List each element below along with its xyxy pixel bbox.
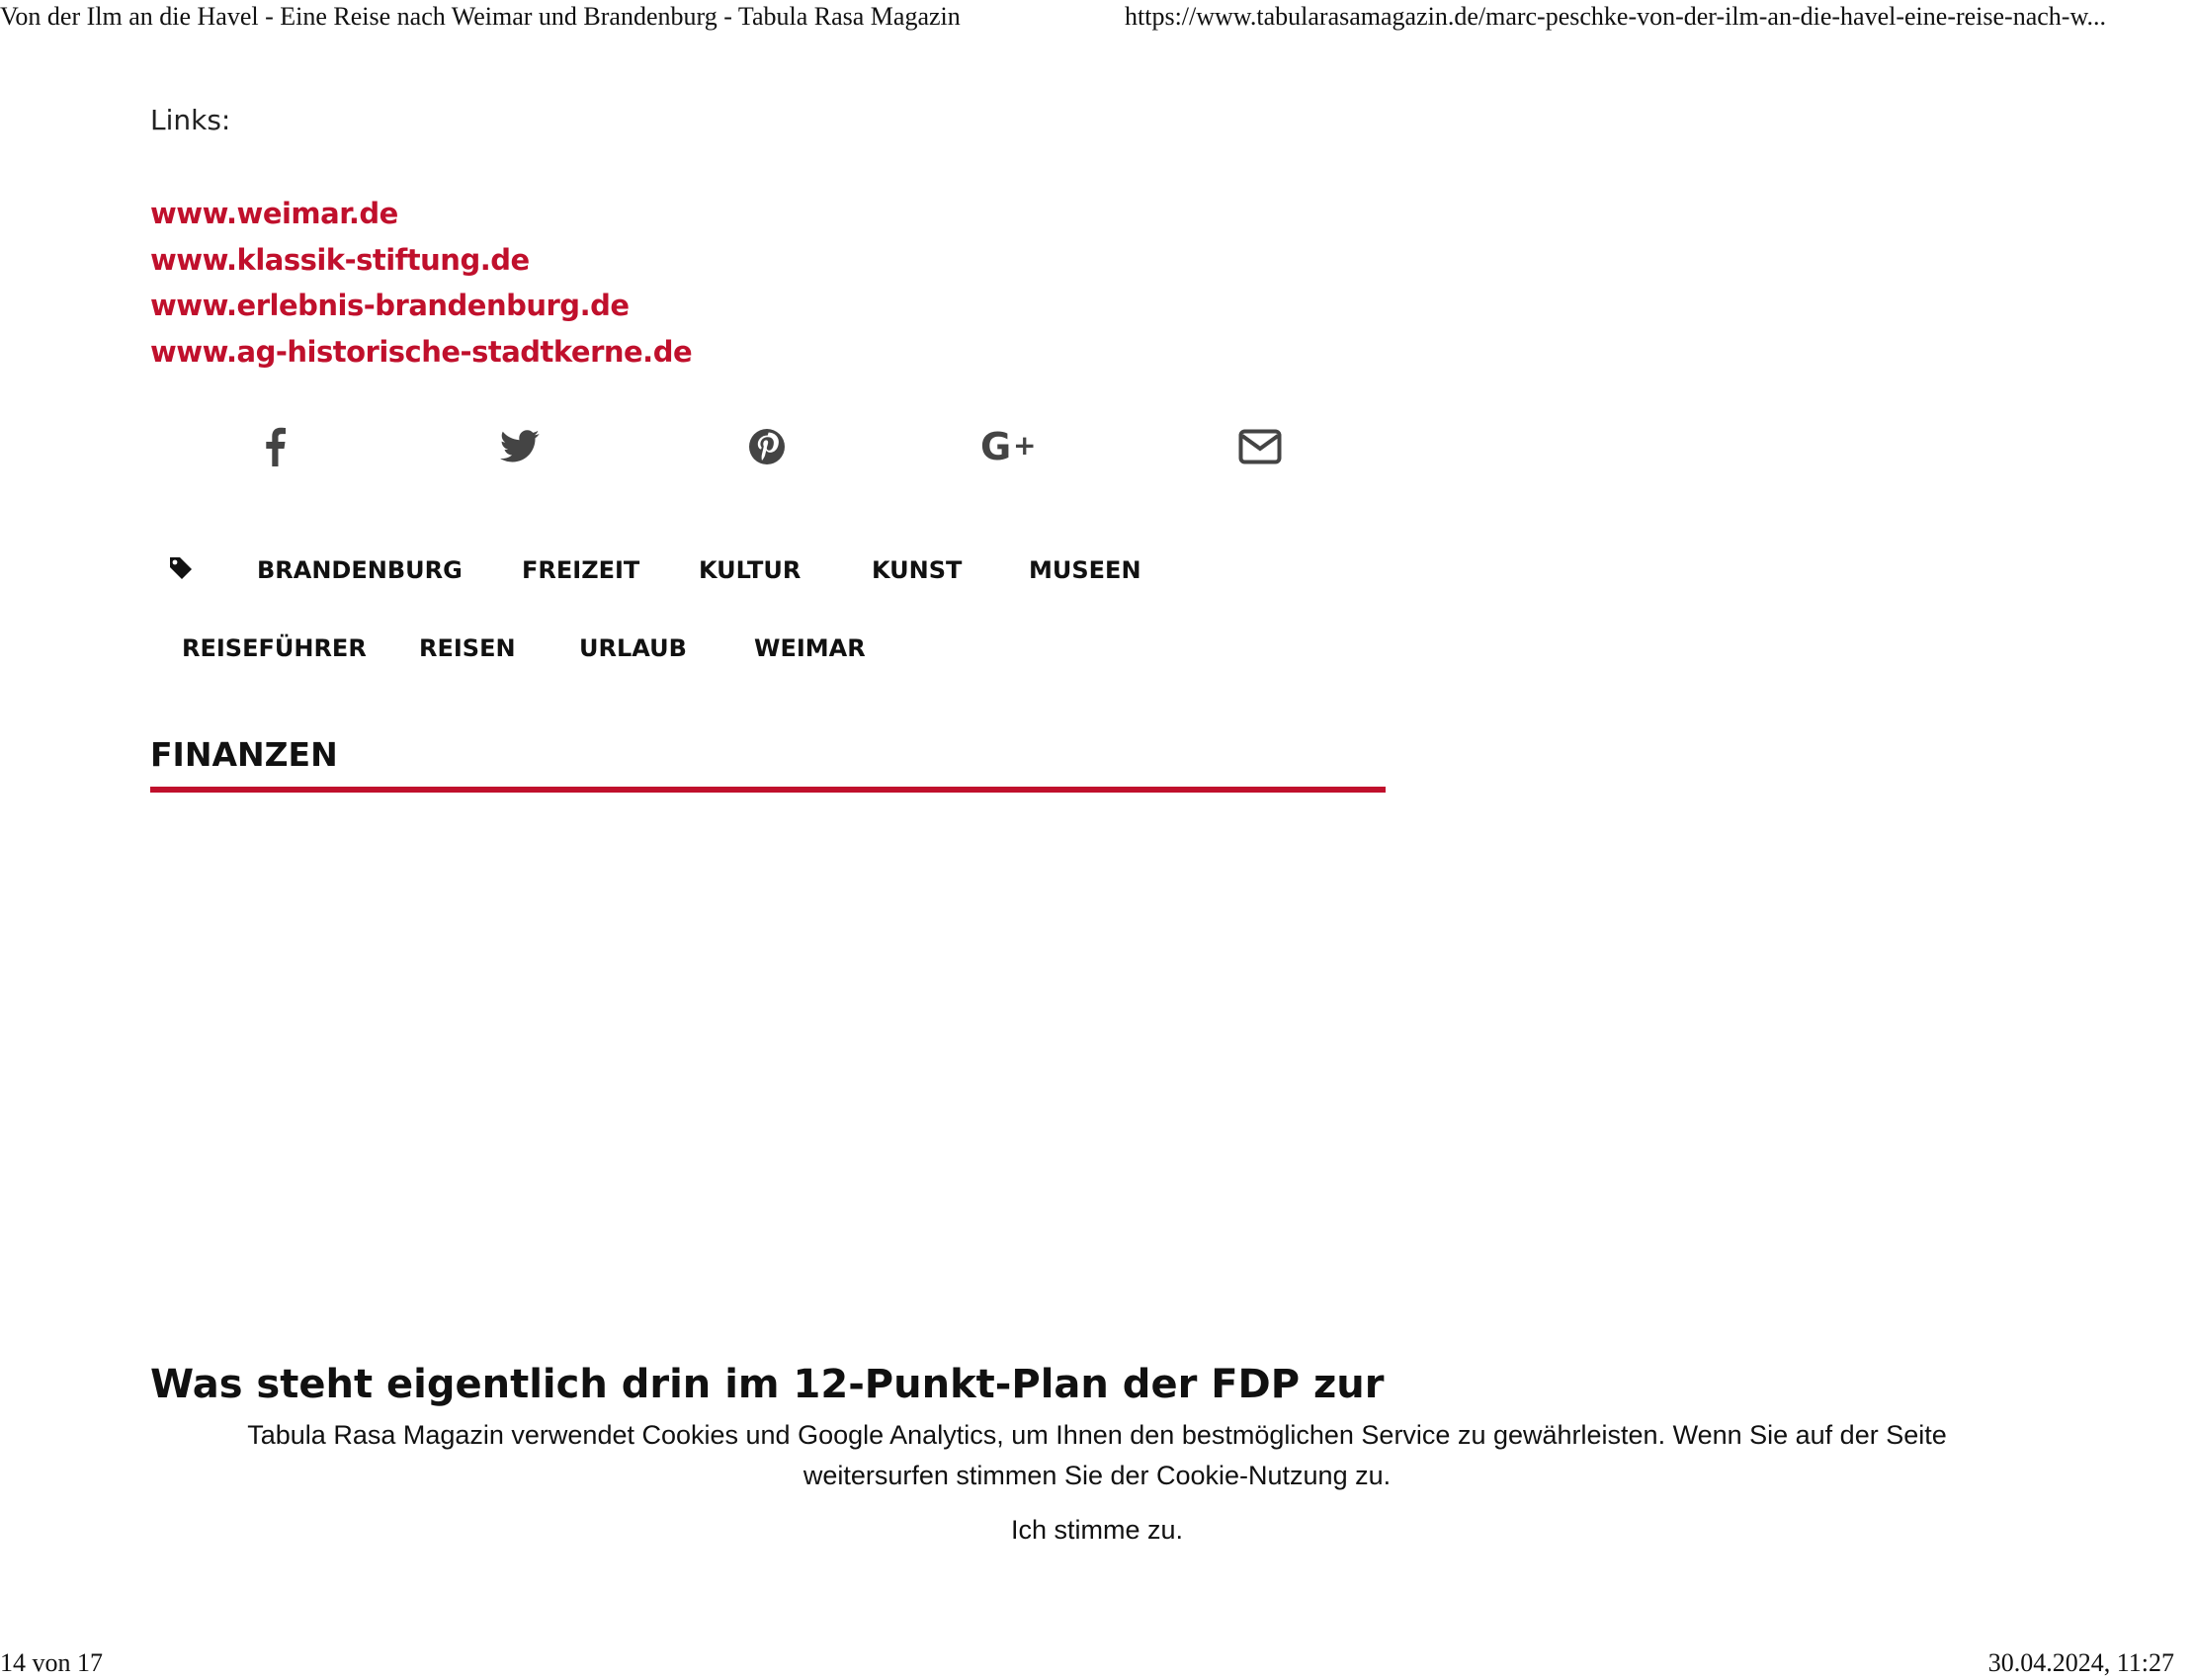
link-weimar[interactable]: www.weimar.de bbox=[150, 197, 398, 230]
tag-freizeit[interactable]: FREIZEIT bbox=[522, 556, 640, 584]
list-item bbox=[150, 191, 692, 237]
print-header-url: https://www.tabularasamagazin.de/marc-peschke-von-der-ilm-an-die-havel-eine-reise-nach-w... bbox=[1125, 2, 2107, 31]
svg-text:+: + bbox=[1013, 429, 1037, 462]
tag-kunst[interactable]: KUNST bbox=[872, 556, 963, 584]
facebook-share-button[interactable] bbox=[249, 421, 300, 472]
print-footer-page: 14 von 17 bbox=[0, 1648, 103, 1677]
twitter-icon bbox=[500, 430, 540, 463]
pinterest-icon bbox=[748, 428, 786, 465]
print-header-title: Von der Ilm an die Havel - Eine Reise nach Weimar und Brandenburg - Tabula Rasa Magazin bbox=[0, 2, 961, 31]
tag-reisen[interactable]: REISEN bbox=[419, 634, 516, 662]
article-teaser bbox=[150, 1356, 1386, 1407]
google-plus-share-button[interactable] bbox=[980, 421, 1037, 472]
tag-museen[interactable]: MUSEEN bbox=[1029, 556, 1141, 584]
tag-reisefuehrer[interactable]: REISEFÜHRER bbox=[182, 634, 367, 662]
pinterest-share-button[interactable] bbox=[741, 421, 793, 472]
twitter-share-button[interactable] bbox=[494, 421, 546, 472]
link-ag-historische-stadtkerne[interactable]: www.ag-historische-stadtkerne.de bbox=[150, 334, 693, 369]
facebook-icon bbox=[263, 427, 287, 466]
link-erlebnis-brandenburg[interactable]: www.erlebnis-brandenburg.de bbox=[150, 289, 630, 322]
tag-urlaub[interactable]: URLAUB bbox=[579, 634, 687, 662]
links-label: Links: bbox=[150, 104, 231, 136]
envelope-icon bbox=[1238, 429, 1282, 464]
tag-weimar[interactable]: WEIMAR bbox=[754, 634, 866, 662]
tag-kultur[interactable]: KULTUR bbox=[699, 556, 802, 584]
cookie-accept-button[interactable]: Ich stimme zu. bbox=[1010, 1515, 1184, 1545]
links-list bbox=[150, 191, 692, 375]
print-footer-datetime: 30.04.2024, 11:27 bbox=[1987, 1648, 2174, 1677]
cookie-notice-text: Tabula Rasa Magazin verwendet Cookies und Google Analytics, um Ihnen den bestmöglichen Service zu gewährleisten. Wenn Sie auf der Seite weitersurfen stimmen Sie der Cookie-Nutzung zu. bbox=[247, 1420, 1947, 1490]
article-title-link[interactable]: Was steht eigentlich drin im 12-Punkt-Plan der FDP zur bbox=[150, 1362, 1385, 1407]
email-share-button[interactable] bbox=[1234, 421, 1286, 472]
tag-brandenburg[interactable]: BRANDENBURG bbox=[257, 556, 463, 584]
list-item bbox=[150, 329, 692, 376]
list-item bbox=[150, 237, 692, 284]
section-title: FINANZEN bbox=[150, 735, 338, 774]
link-klassik-stiftung[interactable]: www.klassik-stiftung.de bbox=[150, 242, 530, 277]
list-item bbox=[150, 283, 692, 329]
tag-icon bbox=[168, 555, 194, 581]
section-divider bbox=[150, 787, 1386, 793]
svg-text:G: G bbox=[980, 425, 1012, 468]
google-plus-icon bbox=[980, 427, 1040, 466]
